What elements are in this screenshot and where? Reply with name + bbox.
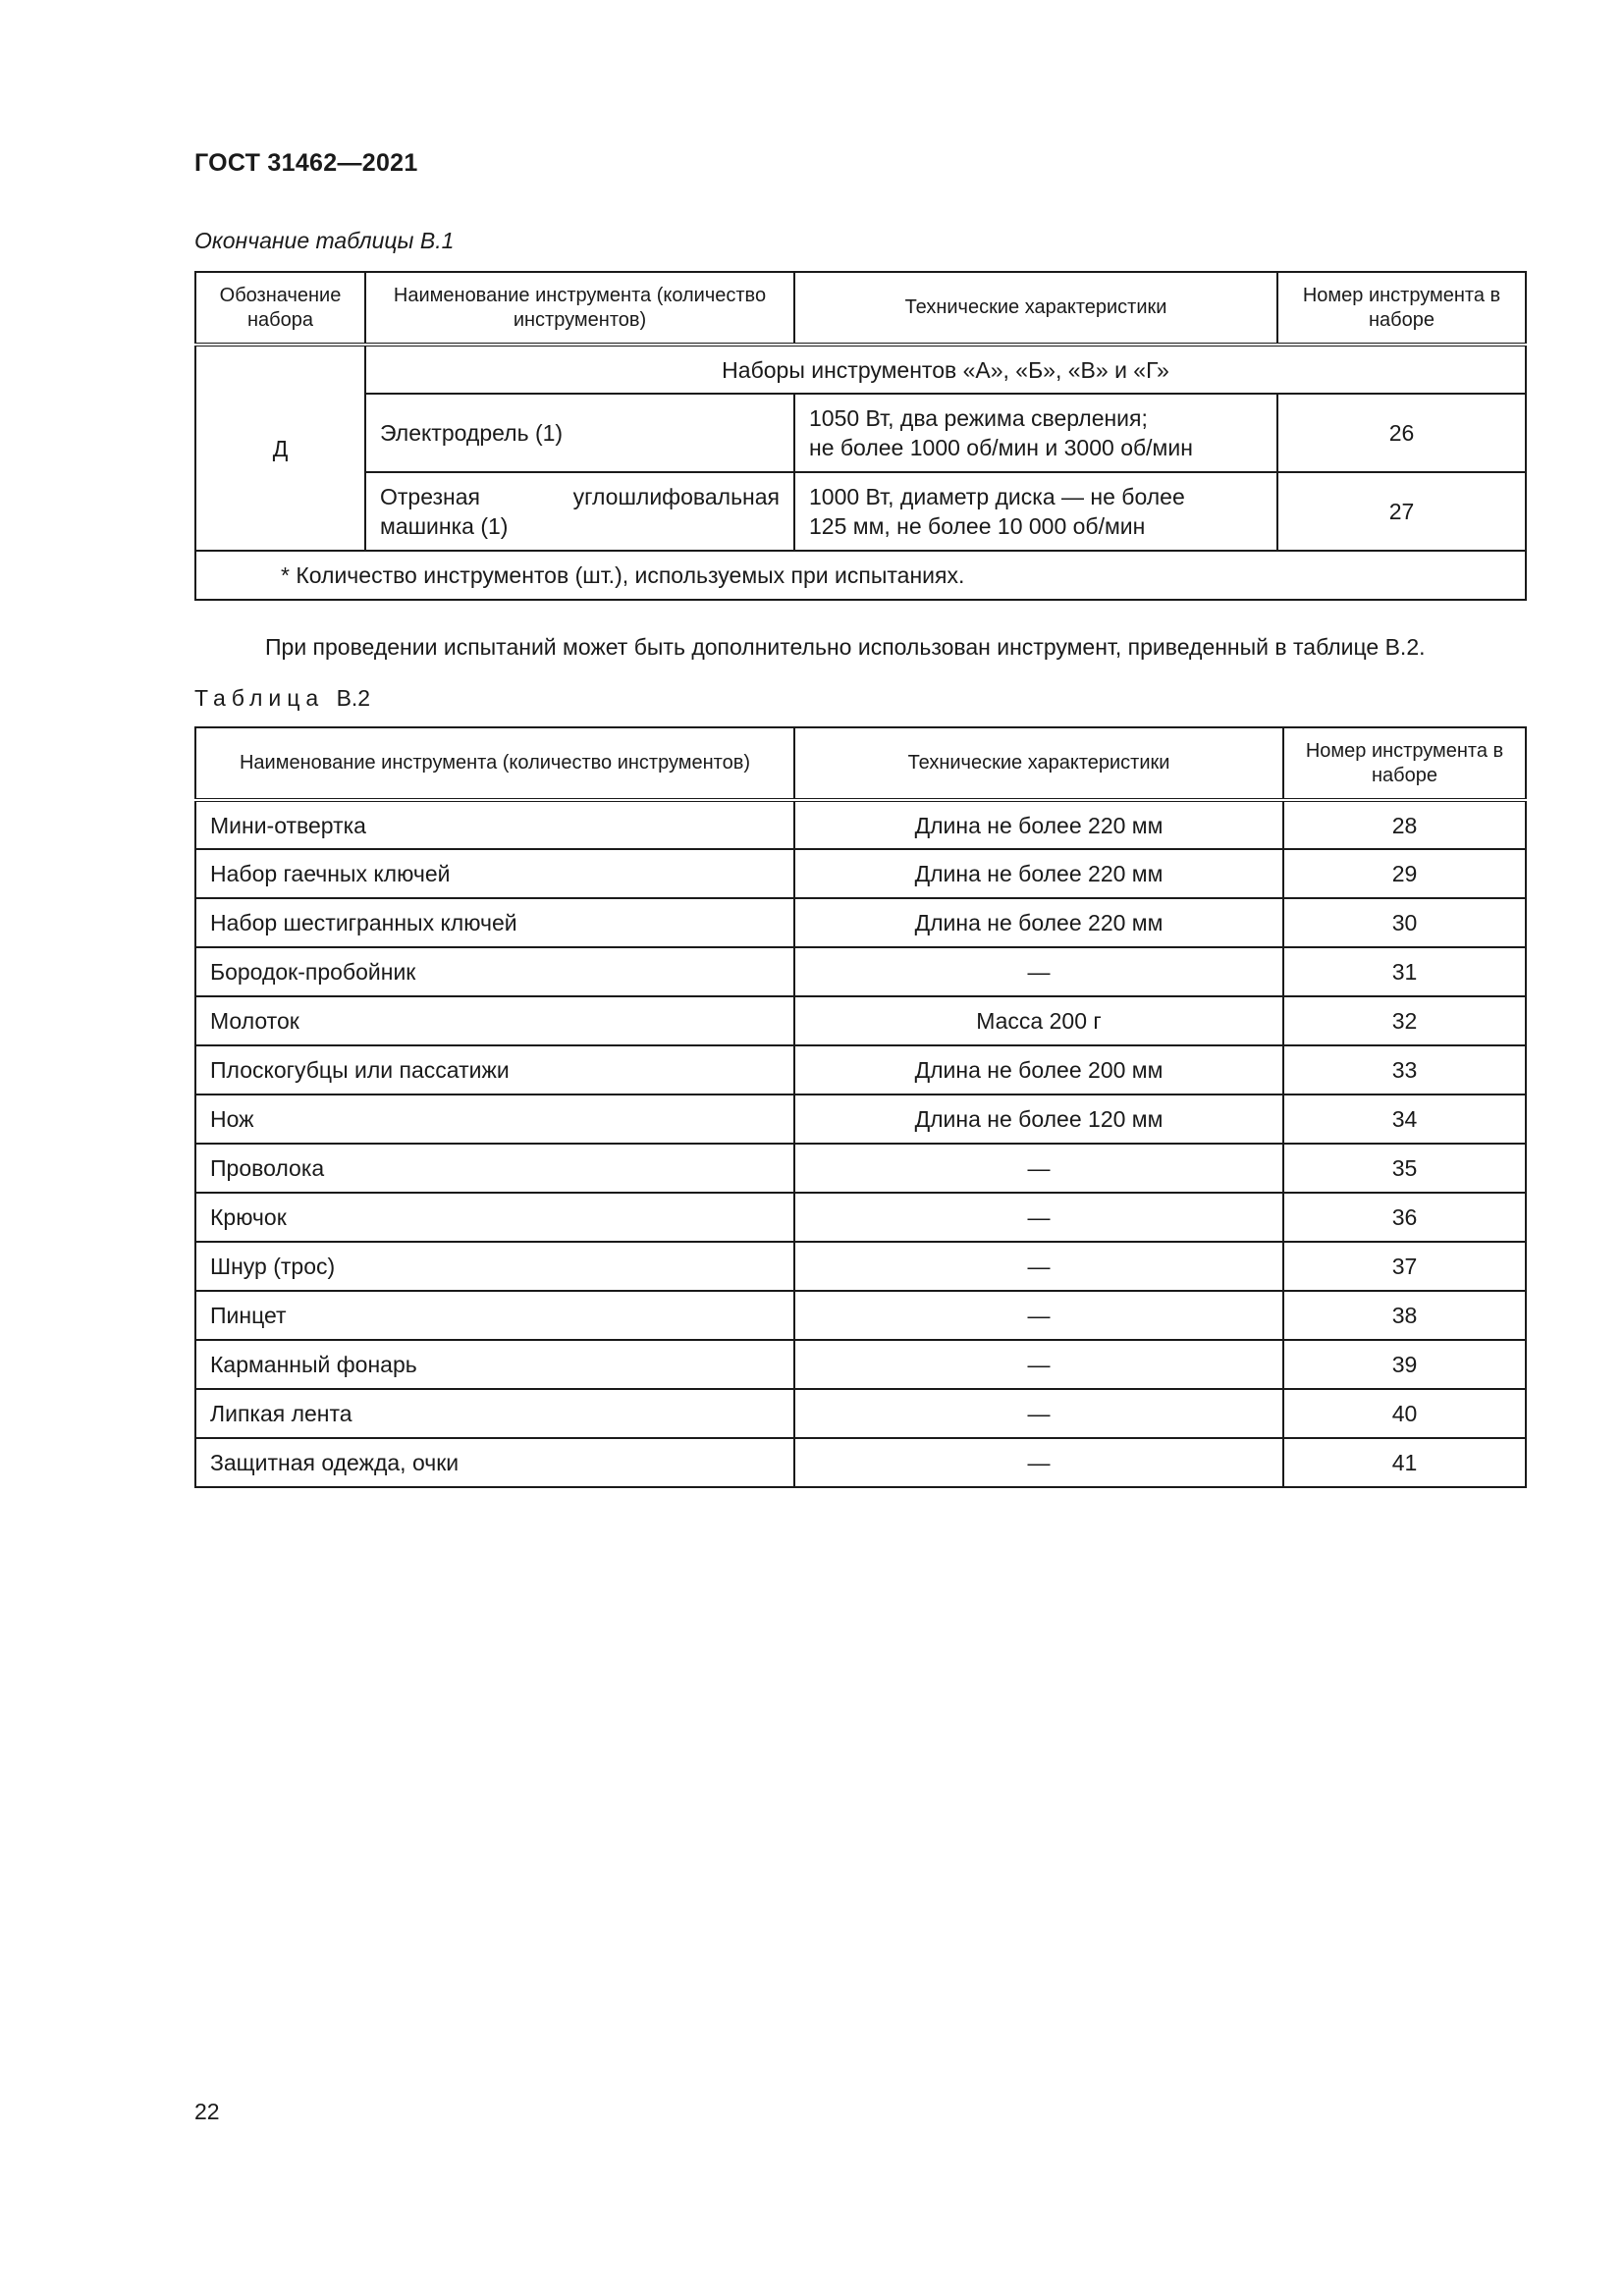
document-header: ГОСТ 31462—2021 xyxy=(194,149,418,177)
table-b2-label xyxy=(194,685,370,712)
spec-cell: — xyxy=(794,1340,1283,1389)
header-specifications: Технические характеристики xyxy=(794,727,1283,800)
tool-number-cell: 30 xyxy=(1283,898,1526,947)
header-specifications: Технические характеристики xyxy=(794,272,1277,345)
tool-number-cell: 31 xyxy=(1283,947,1526,996)
table-row xyxy=(195,1193,1526,1242)
footnote-row xyxy=(195,551,1526,600)
spec-cell: Длина не более 220 мм xyxy=(794,800,1283,849)
table-row xyxy=(195,1291,1526,1340)
spec-cell: Длина не более 220 мм xyxy=(794,849,1283,898)
table-row xyxy=(195,1045,1526,1095)
tool-number-cell: 39 xyxy=(1283,1340,1526,1389)
tool-number-cell: 37 xyxy=(1283,1242,1526,1291)
table-row xyxy=(195,1144,1526,1193)
tool-number-cell: 41 xyxy=(1283,1438,1526,1487)
table-b2 xyxy=(194,726,1527,1488)
tool-name-cell: Бородок-пробойник xyxy=(195,947,794,996)
table-b2-body xyxy=(195,800,1526,1487)
tool-name-cell: Крючок xyxy=(195,1193,794,1242)
spec-cell: — xyxy=(794,1144,1283,1193)
table-b1-caption: Окончание таблицы В.1 xyxy=(194,228,455,253)
table-row xyxy=(195,1389,1526,1438)
header-tool-name: Наименование инструмента (количество инструментов) xyxy=(195,727,794,800)
tool-name-cell: Набор шестигранных ключей xyxy=(195,898,794,947)
spec-cell: — xyxy=(794,1438,1283,1487)
spec-cell xyxy=(794,472,1277,551)
table-b1 xyxy=(194,271,1527,601)
spec-cell: Длина не более 120 мм xyxy=(794,1095,1283,1144)
spec-line: 1000 Вт, диаметр диска — не более xyxy=(809,484,1185,509)
tool-number-cell: 38 xyxy=(1283,1291,1526,1340)
tool-number-cell: 36 xyxy=(1283,1193,1526,1242)
header-tool-name: Наименование инструмента (количество инструментов) xyxy=(365,272,794,345)
table-row xyxy=(195,1438,1526,1487)
table-b2-label-number: В.2 xyxy=(336,685,371,711)
tool-name-cell: Карманный фонарь xyxy=(195,1340,794,1389)
tool-number-cell: 28 xyxy=(1283,800,1526,849)
tool-name-cell: Пинцет xyxy=(195,1291,794,1340)
table-row xyxy=(195,849,1526,898)
tool-number-cell: 32 xyxy=(1283,996,1526,1045)
table-row xyxy=(195,472,1526,551)
table-row xyxy=(195,1340,1526,1389)
header-tool-number: Номер инструмента в наборе xyxy=(1283,727,1526,800)
tool-name-cell: Электродрель (1) xyxy=(365,394,794,472)
spec-cell: — xyxy=(794,1193,1283,1242)
spec-line: не более 1000 об/мин и 3000 об/мин xyxy=(809,435,1193,460)
tool-number-cell: 35 xyxy=(1283,1144,1526,1193)
spec-cell: Длина не более 200 мм xyxy=(794,1045,1283,1095)
tool-name-cell: Отрезная углошлифовальная машинка (1) xyxy=(365,472,794,551)
table-row xyxy=(195,1095,1526,1144)
table-row xyxy=(195,898,1526,947)
table-row xyxy=(195,996,1526,1045)
table-b2-label-word: Таблица xyxy=(194,685,325,711)
spec-cell: Масса 200 г xyxy=(794,996,1283,1045)
tool-name-cell: Проволока xyxy=(195,1144,794,1193)
tool-number-cell: 40 xyxy=(1283,1389,1526,1438)
table-b2-header-row xyxy=(195,727,1526,800)
spec-line: 125 мм, не более 10 000 об/мин xyxy=(809,513,1146,539)
spec-cell: — xyxy=(794,1291,1283,1340)
tool-name-cell: Набор гаечных ключей xyxy=(195,849,794,898)
page-number: 22 xyxy=(194,2099,220,2124)
tool-name-cell: Нож xyxy=(195,1095,794,1144)
table-row xyxy=(195,1242,1526,1291)
spec-cell: — xyxy=(794,1389,1283,1438)
tool-number-cell: 33 xyxy=(1283,1045,1526,1095)
tool-number-cell: 29 xyxy=(1283,849,1526,898)
footnote-cell: * Количество инструментов (шт.), используемых при испытаниях. xyxy=(195,551,1526,600)
group-row-cell: Наборы инструментов «А», «Б», «В» и «Г» xyxy=(365,345,1526,394)
spec-cell: — xyxy=(794,1242,1283,1291)
table-row xyxy=(195,947,1526,996)
tool-name-cell: Мини-отвертка xyxy=(195,800,794,849)
spec-line: 1050 Вт, два режима сверления; xyxy=(809,405,1148,431)
header-set-designation: Обозначение набора xyxy=(195,272,365,345)
table-row xyxy=(195,345,1526,394)
tool-number-cell: 27 xyxy=(1277,472,1526,551)
tool-number-cell: 26 xyxy=(1277,394,1526,472)
table-row xyxy=(195,394,1526,472)
set-designation-cell: Д xyxy=(195,345,365,551)
header-tool-number: Номер инструмента в наборе xyxy=(1277,272,1526,345)
tool-name-cell: Плоскогубцы или пассатижи xyxy=(195,1045,794,1095)
tool-name-cell: Защитная одежда, очки xyxy=(195,1438,794,1487)
spec-cell: — xyxy=(794,947,1283,996)
tool-name-cell: Шнур (трос) xyxy=(195,1242,794,1291)
tool-number-cell: 34 xyxy=(1283,1095,1526,1144)
spec-cell: Длина не более 220 мм xyxy=(794,898,1283,947)
table-b1-header-row xyxy=(195,272,1526,345)
tool-name-cell: Липкая лента xyxy=(195,1389,794,1438)
table-row xyxy=(195,800,1526,849)
body-paragraph: При проведении испытаний может быть дополнительно использован инструмент, приведенный в таблице В.2. xyxy=(265,634,1426,660)
spec-cell xyxy=(794,394,1277,472)
tool-name-cell: Молоток xyxy=(195,996,794,1045)
